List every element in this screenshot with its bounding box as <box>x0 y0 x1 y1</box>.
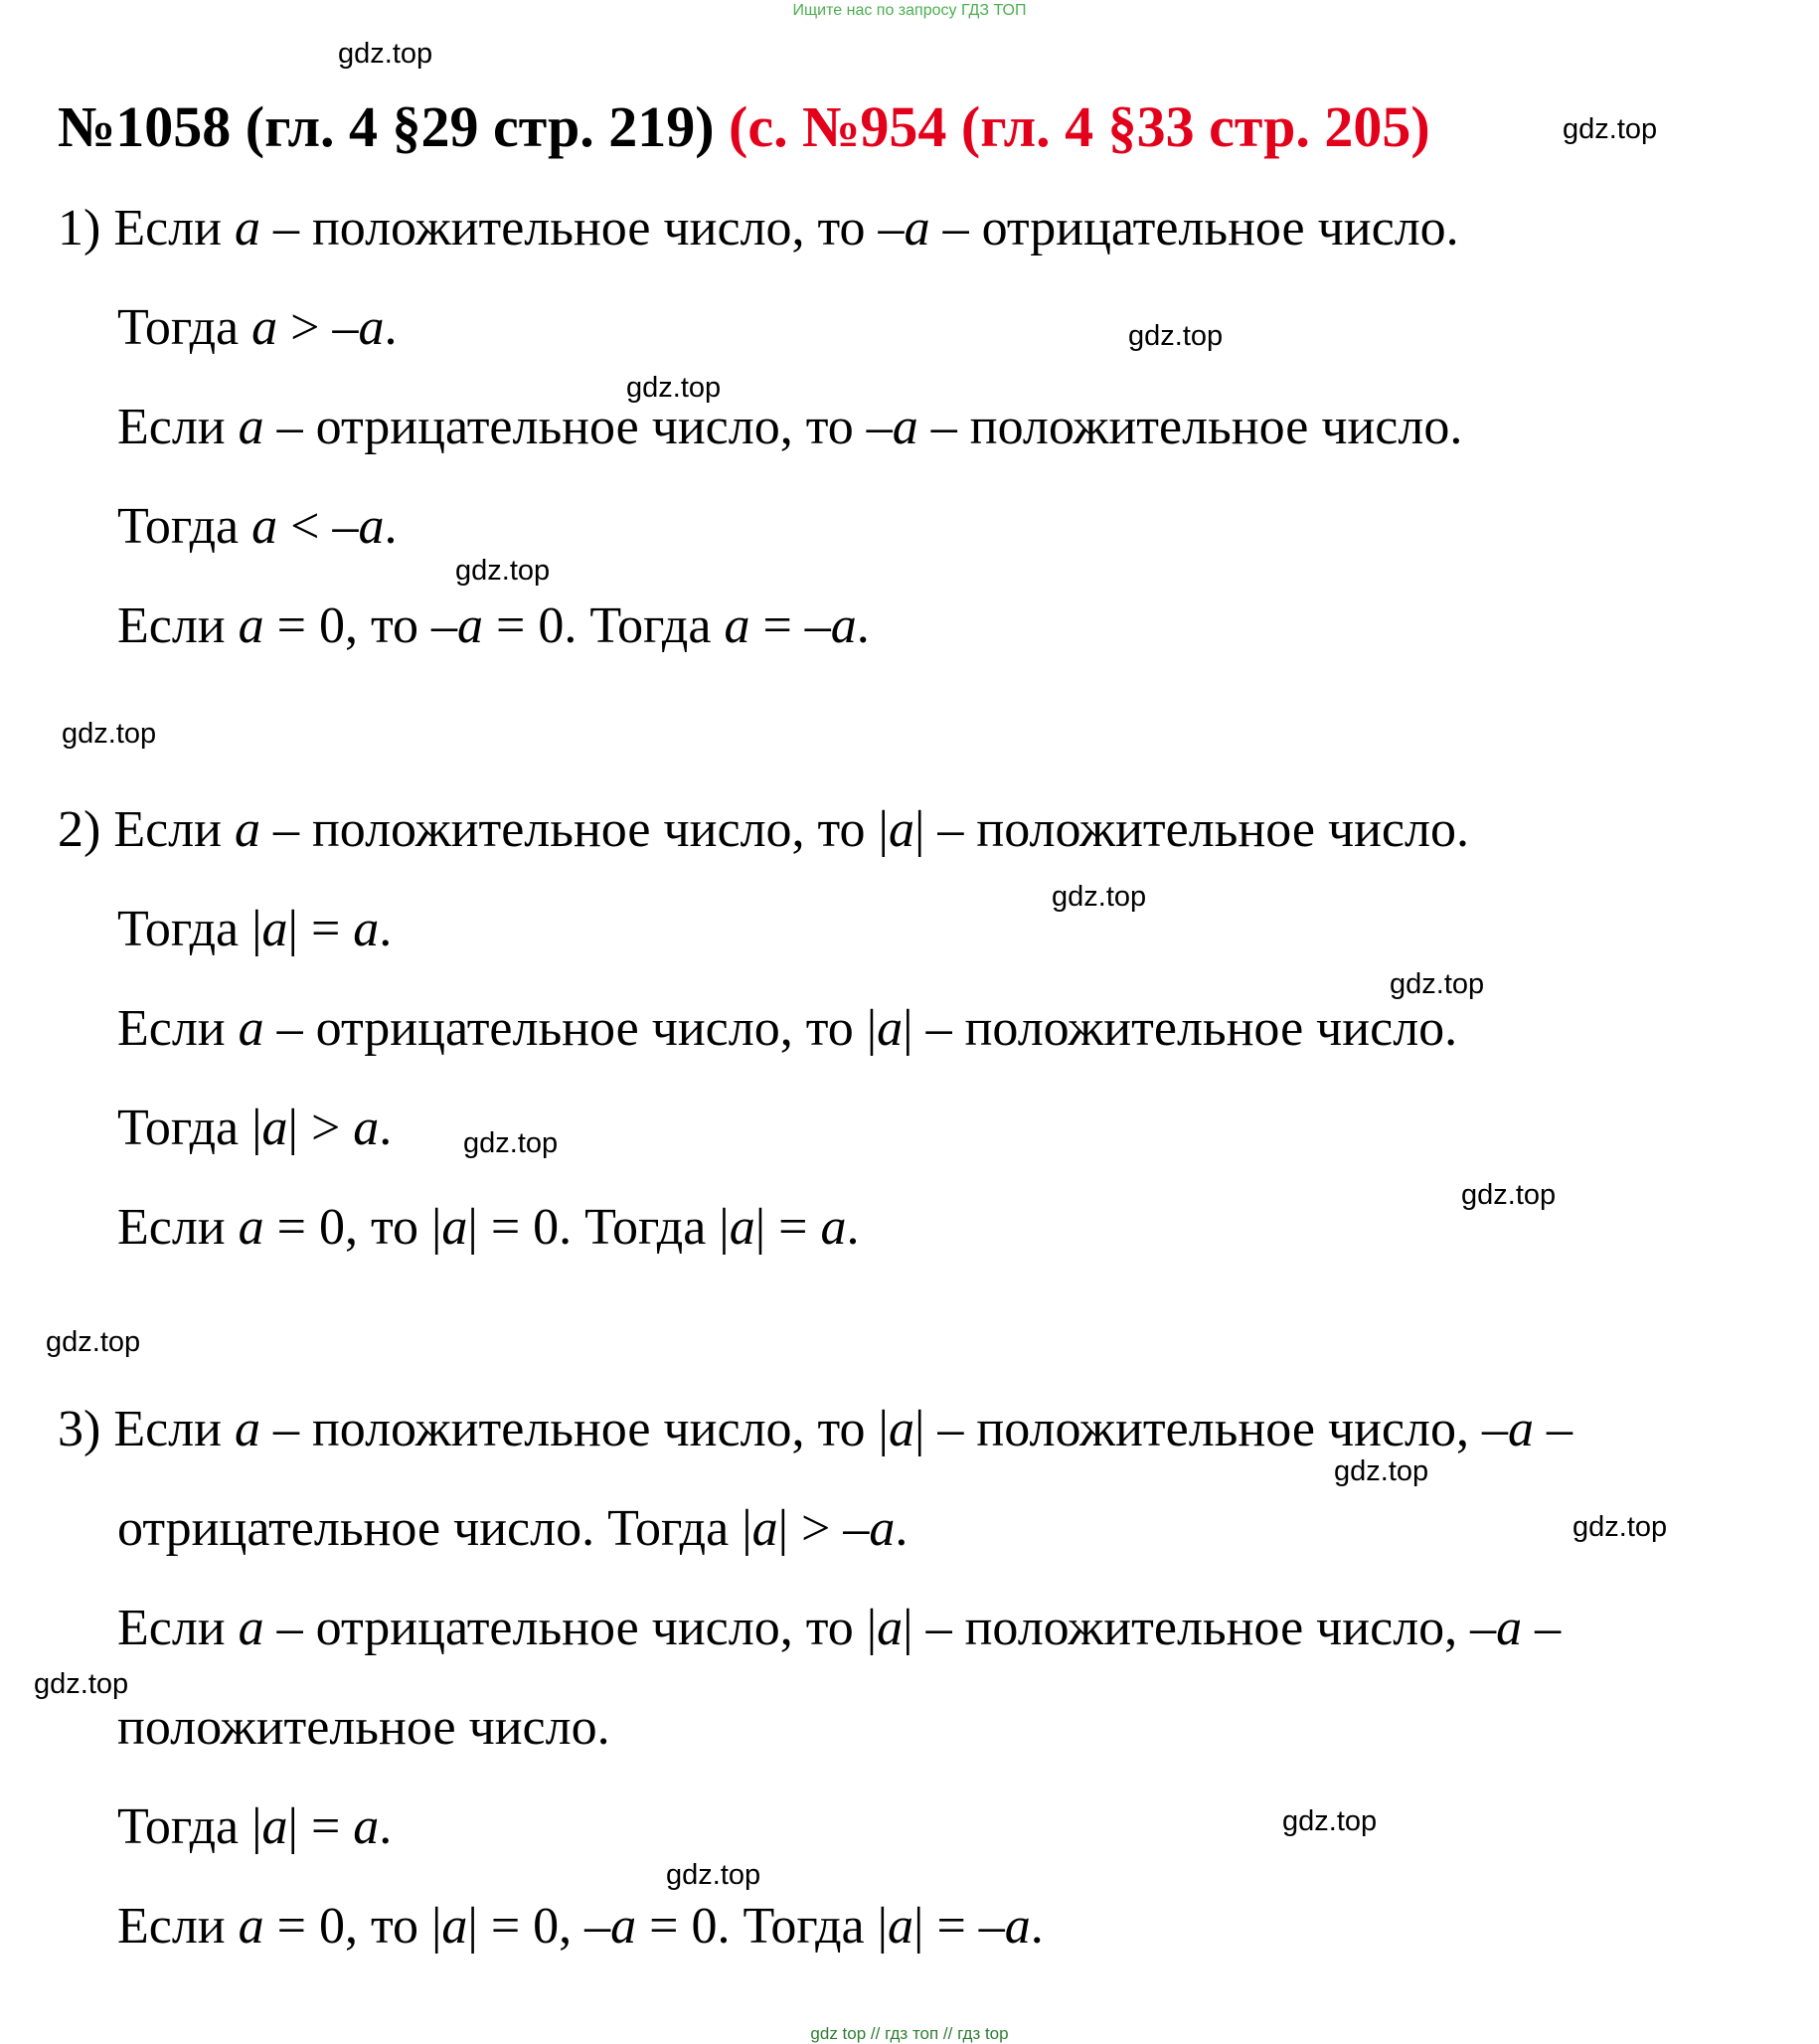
watermark: gdz.top <box>1563 113 1658 145</box>
watermark: gdz.top <box>666 1859 761 1891</box>
s2-line-4: Тогда |a| > a. <box>117 1100 393 1156</box>
watermark: gdz.top <box>1052 881 1147 913</box>
s1-line-1: 1) Если a – положительное число, то –a – отрицательное число. <box>58 200 1459 256</box>
s2-line-3: Если a – отрицательное число, то |a| – положительное число. <box>117 1000 1458 1057</box>
s3-line-6: Если a = 0, то |a| = 0, –a = 0. Тогда |a| = –a. <box>117 1898 1044 1955</box>
watermark: gdz.top <box>34 1668 129 1700</box>
s3-line-3: Если a – отрицательное число, то |a| – положительное число, –a – <box>117 1600 1562 1656</box>
s3-line-2: отрицательное число. Тогда |a| > –a. <box>117 1500 909 1557</box>
watermark: gdz.top <box>46 1326 141 1358</box>
s1-line-5: Если a = 0, то –a = 0. Тогда a = –a. <box>117 597 870 654</box>
watermark: gdz.top <box>62 718 157 750</box>
title-main: №1058 (гл. 4 §29 стр. 219) <box>58 94 715 159</box>
s3-line-1: 3) Если a – положительное число, то |a| – положительное число, –a – <box>58 1401 1572 1457</box>
watermark: gdz.top <box>626 372 722 404</box>
watermark: gdz.top <box>463 1127 559 1159</box>
title-alt-edition: (с. №954 (гл. 4 §33 стр. 205) <box>729 94 1430 159</box>
s3-line-4: положительное число. <box>117 1699 610 1756</box>
footer-links[interactable]: gdz top // гдз топ // гдз top <box>810 2024 1009 2043</box>
s1-line-2: Тогда a > –a. <box>117 299 398 356</box>
s2-line-2: Тогда |a| = a. <box>117 901 393 957</box>
watermark: gdz.top <box>1572 1511 1668 1543</box>
page-title <box>58 93 1430 160</box>
s1-line-4: Тогда a < –a. <box>117 498 398 555</box>
watermark: gdz.top <box>1282 1805 1378 1837</box>
watermark: gdz.top <box>1334 1455 1429 1487</box>
watermark: gdz.top <box>1128 320 1224 352</box>
s2-line-1: 2) Если a – положительное число, то |a| – положительное число. <box>58 801 1469 858</box>
watermark: gdz.top <box>455 555 551 587</box>
watermark: gdz.top <box>338 38 433 70</box>
s3-line-5: Тогда |a| = a. <box>117 1798 393 1855</box>
s2-line-5: Если a = 0, то |a| = 0. Тогда |a| = a. <box>117 1199 860 1256</box>
watermark: gdz.top <box>1390 968 1485 1000</box>
watermark: gdz.top <box>1461 1179 1557 1211</box>
promo-banner[interactable]: Ищите нас по запросу ГДЗ ТОП <box>792 2 1027 19</box>
s1-line-3: Если a – отрицательное число, то –a – положительное число. <box>117 399 1463 455</box>
